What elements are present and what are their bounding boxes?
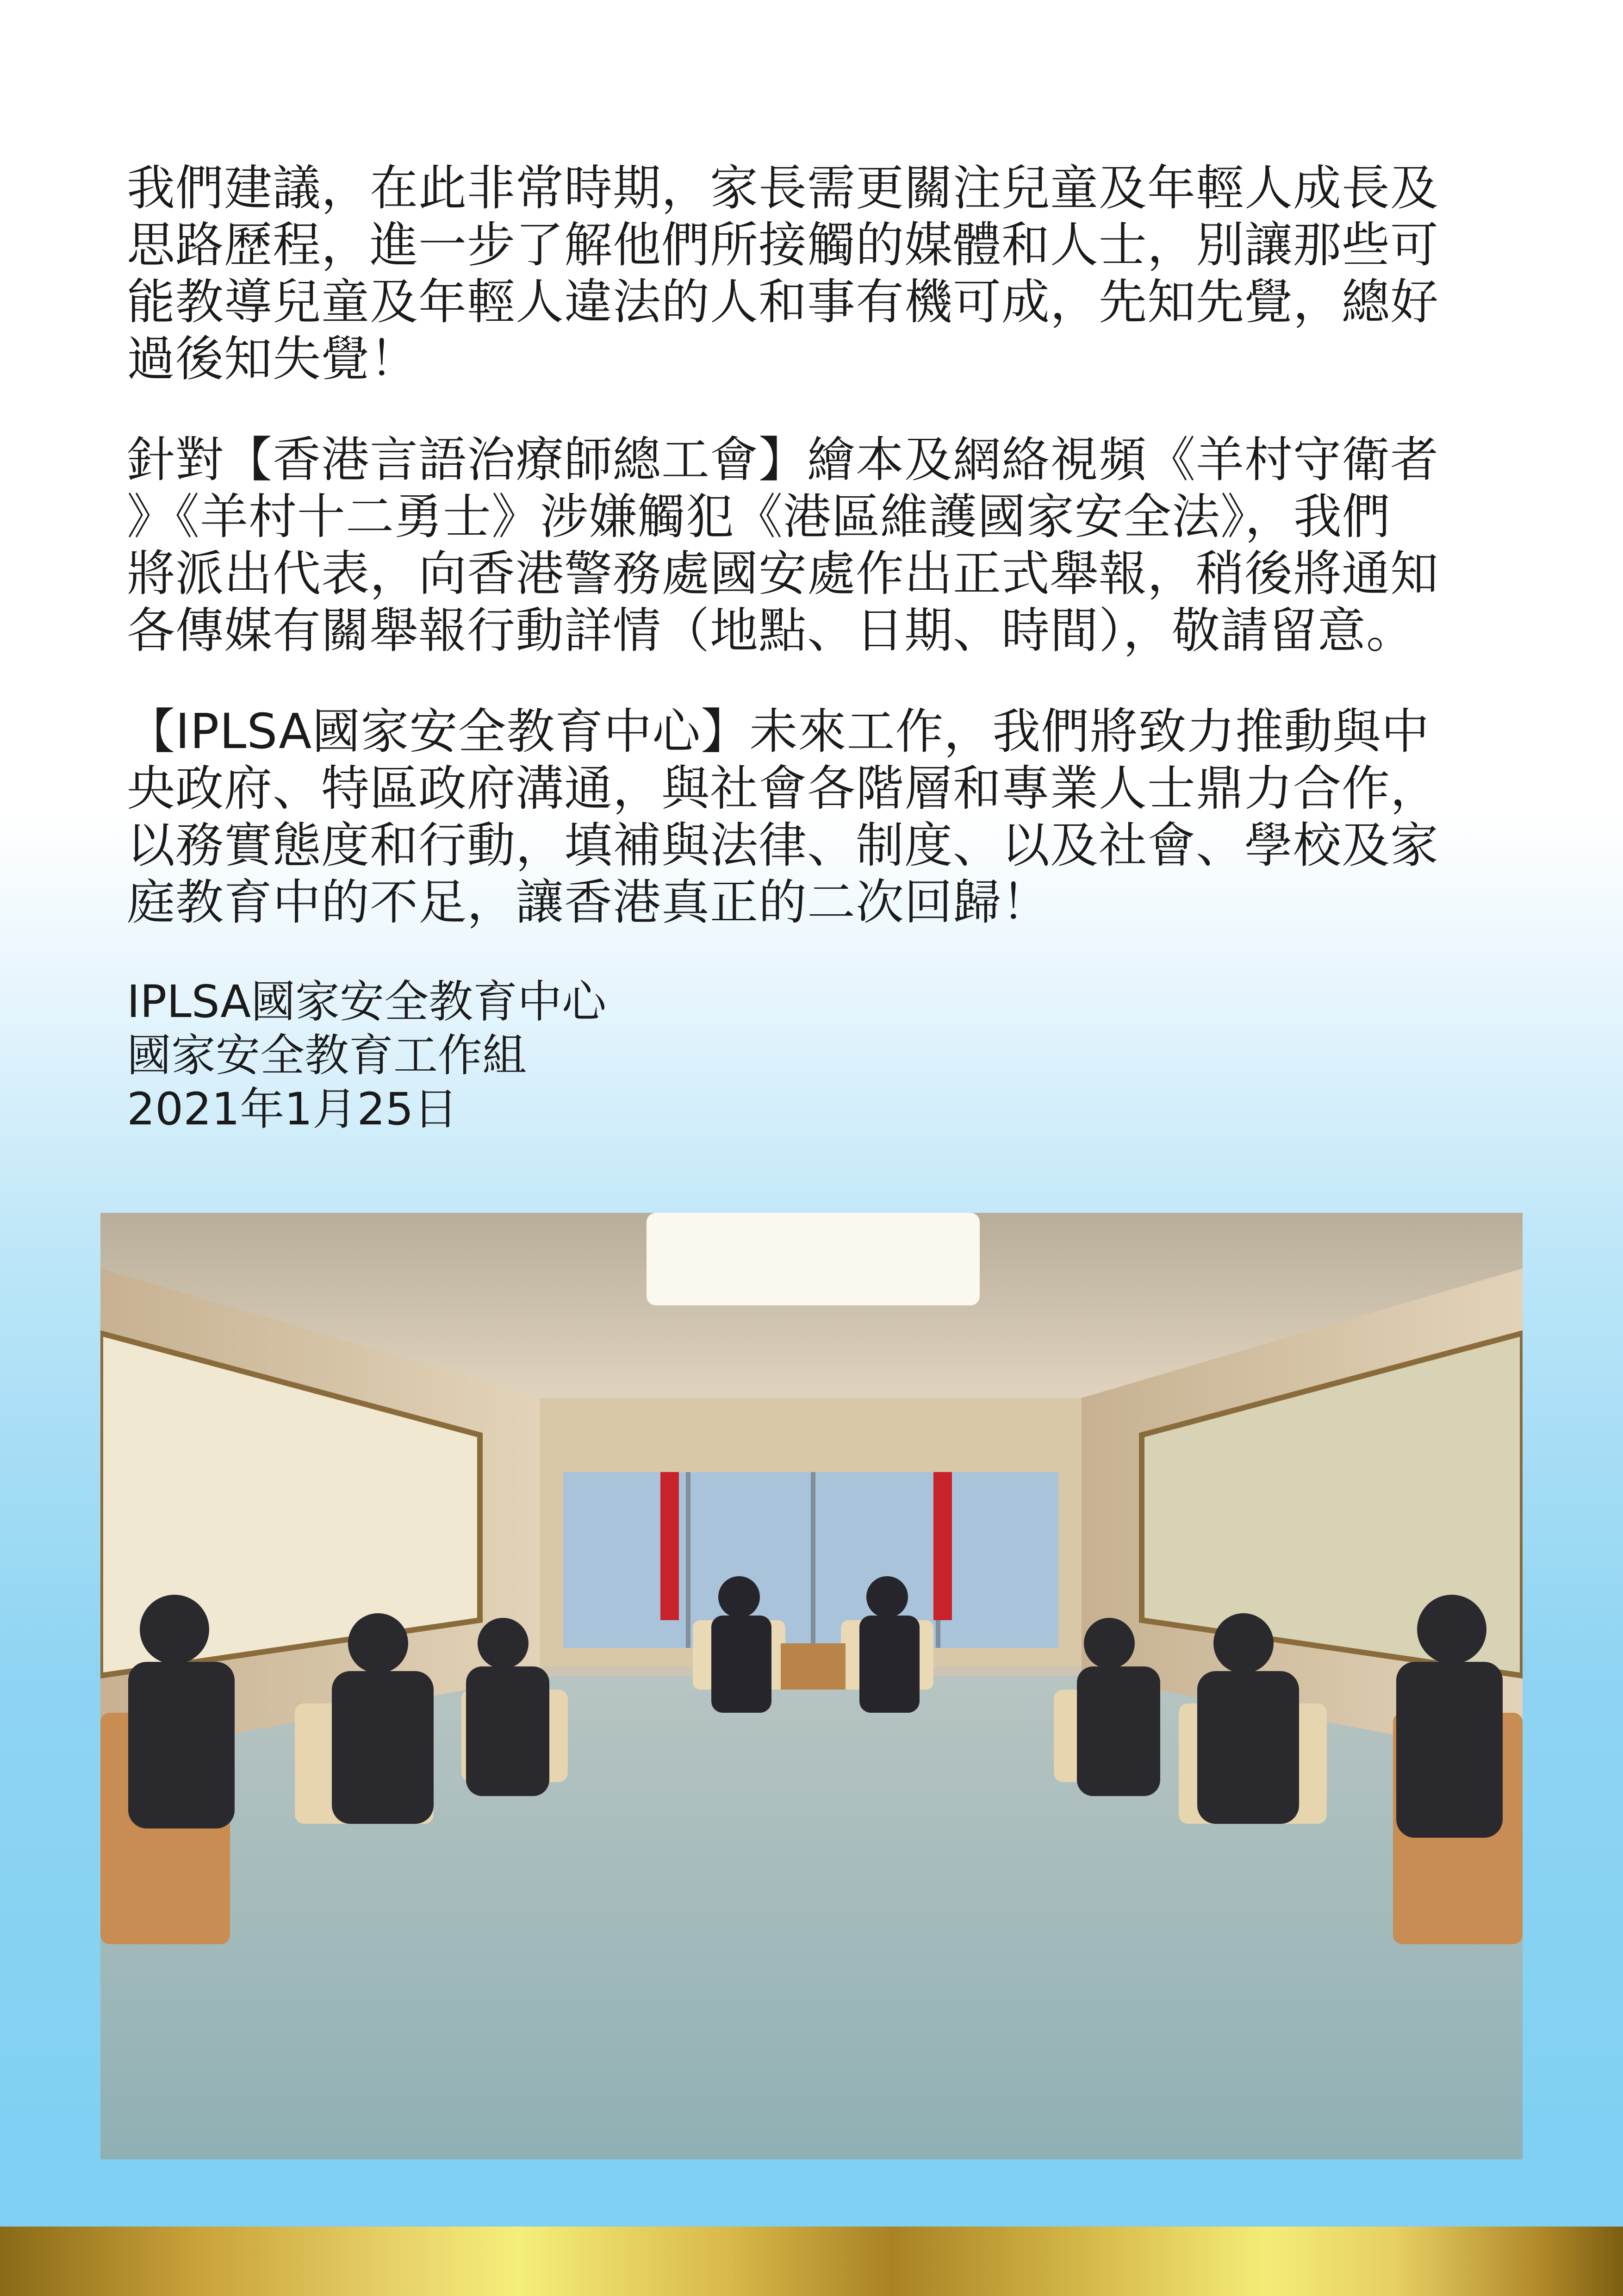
paragraph-report xyxy=(127,431,1483,659)
signature-block xyxy=(127,975,1483,1136)
text-line: 能教導兒童及年輕人違法的人和事有機可成，先知先覺，總好 xyxy=(127,274,1439,330)
text-line: 針對【香港言語治療師總工會】繪本及網絡視頻《羊村守衛者 xyxy=(127,431,1439,488)
text-line: 庭教育中的不足，讓香港真正的二次回歸！ xyxy=(127,874,1051,930)
signature-organization: IPLSA國家安全教育中心 xyxy=(127,976,607,1028)
text-line: 將派出代表，向香港警務處國安處作出正式舉報，稍後將通知 xyxy=(127,545,1439,602)
meeting-room-photo xyxy=(100,1213,1523,2159)
text-line: 過後知失覺！ xyxy=(127,331,419,387)
gold-footer-bar xyxy=(0,2227,1623,2296)
text-line: 我們建議，在此非常時期，家長需更關注兒童及年輕人成長及 xyxy=(127,160,1439,216)
meeting-room-illustration xyxy=(100,1213,1523,2159)
text-line: 【IPLSA國家安全教育中心】未來工作，我們將致力推動與中 xyxy=(127,703,1430,760)
side-table xyxy=(781,1643,846,1690)
paragraph-recommendation xyxy=(127,160,1483,387)
text-line: 各傳媒有關舉報行動詳情（地點、日期、時間），敬請留意。 xyxy=(127,602,1415,659)
text-line: 央政府、特區政府溝通，與社會各階層和專業人士鼎力合作， xyxy=(127,760,1439,817)
signature-group: 國家安全教育工作組 xyxy=(127,1029,527,1081)
ceiling-light xyxy=(647,1213,980,1305)
text-line: 》《羊村十二勇士》涉嫌觸犯《港區維護國家安全法》，我們 xyxy=(127,488,1391,545)
text-line: 思路歷程，進一步了解他們所接觸的媒體和人士，別讓那些可 xyxy=(127,217,1439,273)
flag-right xyxy=(933,1472,952,1620)
letter-body xyxy=(127,160,1483,1136)
signature-date: 2021年1月25日 xyxy=(127,1083,458,1135)
flag-left xyxy=(660,1472,679,1620)
text-line: 以務實態度和行動，填補與法律、制度、以及社會、學校及家 xyxy=(127,817,1439,873)
paragraph-future-work xyxy=(127,703,1483,931)
